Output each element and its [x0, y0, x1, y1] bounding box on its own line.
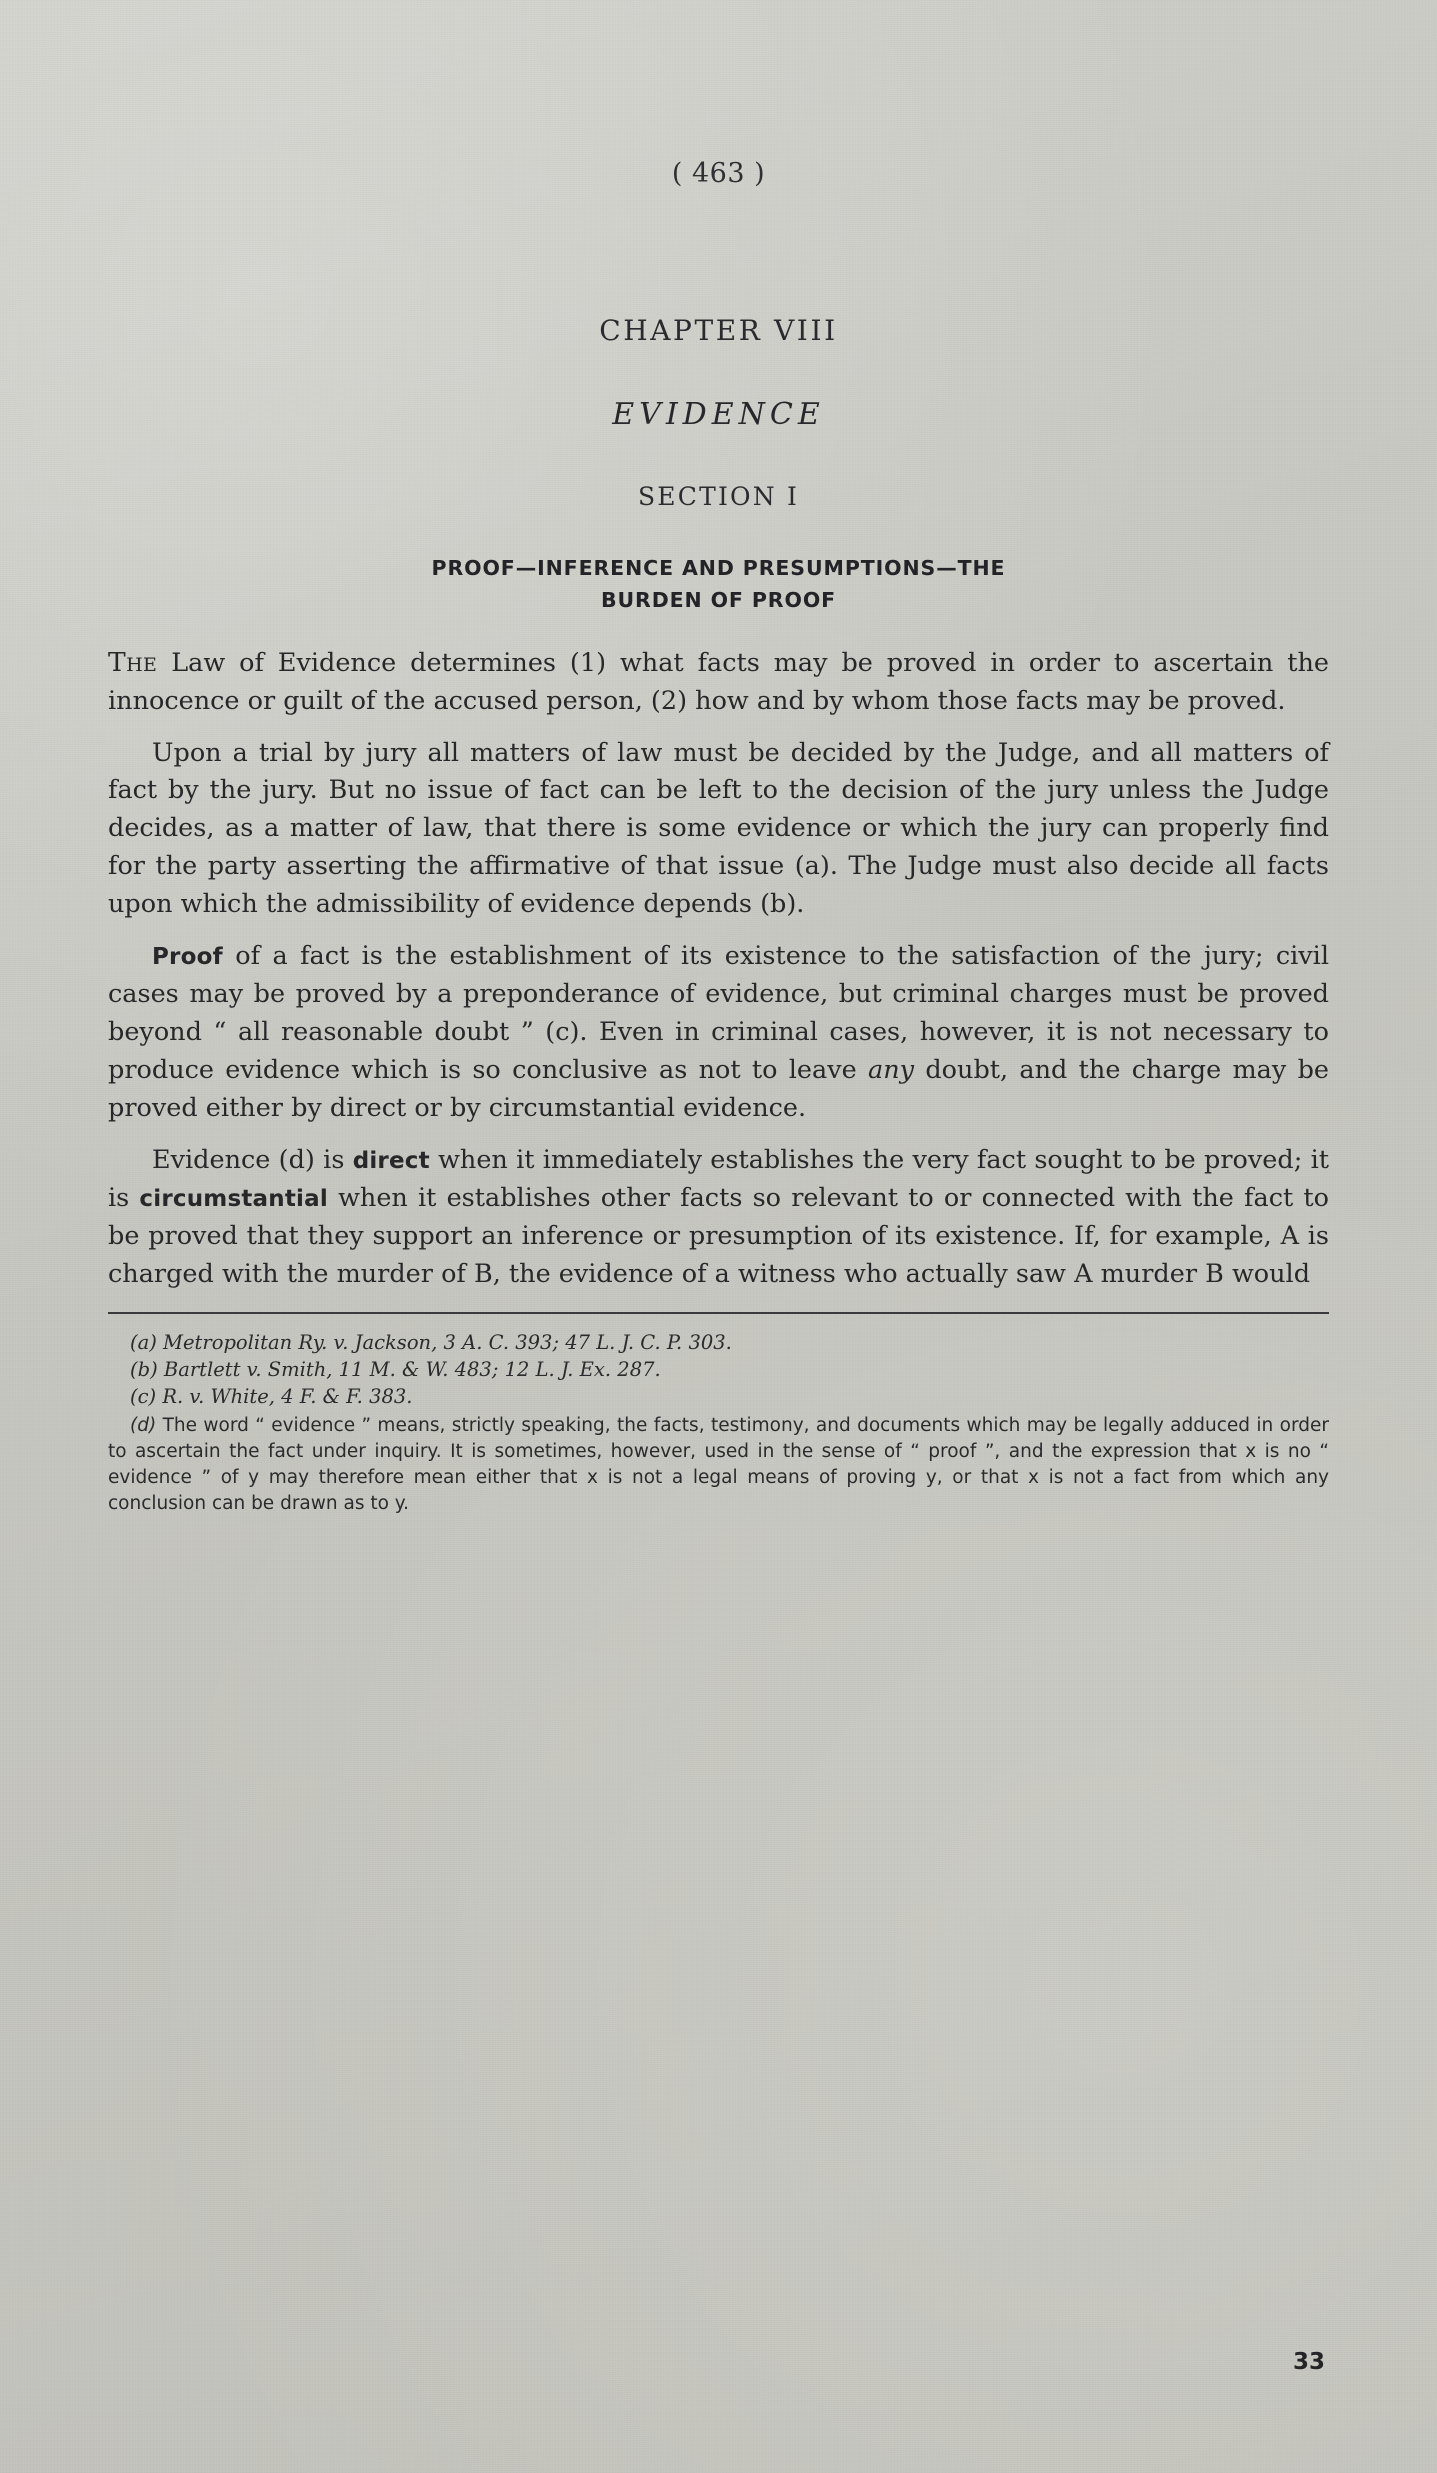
- paragraph-4-text-b: when it immediately establishes the very fact sought to be proved; it is: [108, 1145, 1329, 1214]
- paragraph-3-text-b: doubt, and the charge may be proved either by direct or by circumstantial evidence.: [108, 1055, 1329, 1124]
- page-number-top: ( 463 ): [671, 158, 766, 189]
- paragraph-4-keyword-circumstantial: circumstantial: [139, 1186, 328, 1213]
- paragraph-3-text-a: of a fact is the establishment of its existence to the satisfaction of the jury; civil cases may be proved by a preponderance of evidence, but criminal charges must be proved beyond “ all reasonable doubt ” (c). Even in criminal cases, however, it is not necessary to produce evidence which is so conclusive as not to leave: [108, 941, 1329, 1086]
- paragraph-4: [108, 1142, 1329, 1294]
- footnote-marker: (b): [130, 1358, 158, 1382]
- footnote-divider: [108, 1312, 1329, 1314]
- paragraph-1: [108, 643, 1329, 721]
- paragraph-1-text: Law of Evidence determines (1) what facts may be proved in order to ascertain the innocence or guilt of the accused person, (2) how and by whom those facts may be proved.: [108, 647, 1329, 716]
- paragraph-3-keyword: Proof: [152, 944, 223, 971]
- paragraph-2: Upon a trial by jury all matters of law must be decided by the Judge, and all matters of fact by the jury. But no issue of fact can be left to the decision of the jury unless the Judge decides, as a matter of law, that there is some evidence or which the jury can properly find for the party asserting the affirmative of that issue (a). The Judge must also decide all facts upon which the admissibility of evidence depends (b).: [108, 737, 1329, 920]
- footnote-marker: (a): [130, 1331, 157, 1355]
- paragraph-4-keyword-direct: direct: [352, 1148, 430, 1175]
- footnotes: [108, 1330, 1329, 1516]
- paragraph-4-text-a: Evidence (d) is: [152, 1145, 353, 1176]
- section-heading: SECTION I: [637, 482, 800, 511]
- paragraph-1-lead: The: [108, 646, 158, 678]
- chapter-title: EVIDENCE: [612, 397, 825, 432]
- subject-heading: [108, 553, 1329, 617]
- footnote-marker: (c): [130, 1385, 157, 1409]
- paragraph-4-text-c: when it establishes other facts so relevant to or connected with the fact to be proved that they support an inference or presumption of its existence. If, for example, A is charged with the murder of B, the evidence of a witness who actually saw A murder B would: [108, 1183, 1329, 1290]
- footnote-text: R. v. White, 4 F. & F. 383.: [162, 1385, 413, 1409]
- footnote-text: Metropolitan Ry. v. Jackson, 3 A. C. 393; 47 L. J. C. P. 303.: [163, 1331, 732, 1355]
- page-number-bottom: 33: [1292, 2349, 1325, 2375]
- footnote-long-text: The word “ evidence ” means, strictly speaking, the facts, testimony, and documents which may be legally adduced in order to ascertain the fact under inquiry. It is sometimes, however, used in the sense of “ proof ”, and the expression that x is no “ evidence ” of y may therefore mean either that x is not a legal means of proving y, or that x is not a fact from which any conclusion can be drawn as to y.: [108, 1415, 1329, 1514]
- footnote-item: [108, 1330, 1329, 1356]
- footnote-marker: (d): [130, 1415, 157, 1437]
- footnote-item: [108, 1384, 1329, 1410]
- paragraph-3: [108, 938, 1329, 1128]
- page-content: [108, 0, 1329, 1517]
- chapter-heading: CHAPTER VIII: [599, 314, 838, 347]
- subject-heading-line-2: BURDEN OF PROOF: [600, 587, 837, 612]
- footnote-item: [108, 1357, 1329, 1383]
- body-text: [108, 643, 1329, 1295]
- subject-heading-line-1: PROOF—INFERENCE AND PRESUMPTIONS—THE: [431, 556, 1006, 580]
- paragraph-3-emphasis: any: [868, 1055, 915, 1086]
- footnote-text: Bartlett v. Smith, 11 M. & W. 483; 12 L. J. Ex. 287.: [163, 1358, 661, 1382]
- footnote-item-long: [108, 1413, 1329, 1517]
